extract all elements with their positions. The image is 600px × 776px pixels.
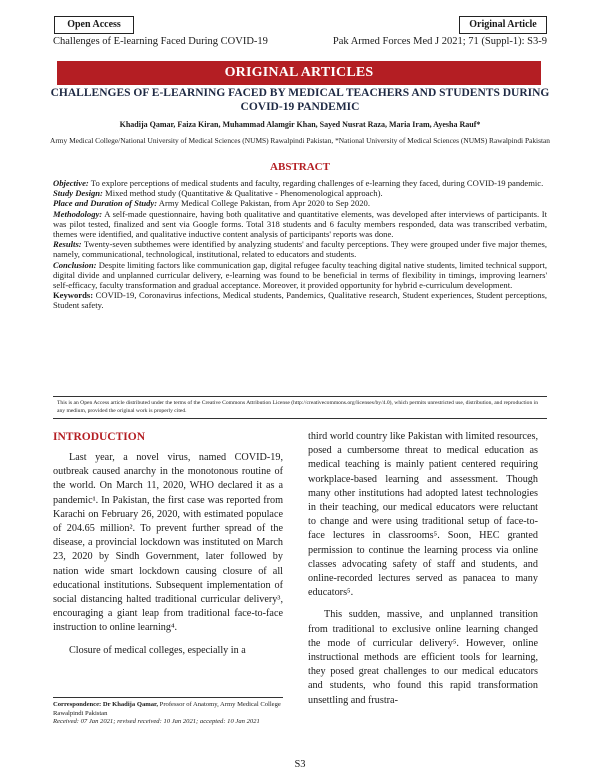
- intro-paragraph-3: third world country like Pakistan with limited resources, posed a cumbersome threat to medical education as medical teaching is mainly patient centered requiring workplace-based learning and assessment. Though many other institutions had adopted latest technologies in their teaching, our medical educators were reluctant to change and were using traditional setup of face-to-face lectures in classrooms⁵. Soon, HEC granted permission to continue the learning process via online classes advocating safety of staff and students, and online-recorded lectures served as panacea to many educators⁵.: [308, 431, 538, 599]
- correspondence-note: [53, 697, 283, 727]
- license-top-rule: [53, 396, 547, 397]
- running-title: Challenges of E-learning Faced During COVID-19: [53, 36, 268, 47]
- results-label: Results:: [53, 239, 82, 250]
- objective-label: Objective:: [53, 178, 89, 188]
- abstract-body: [53, 178, 547, 311]
- abstract-keywords: [53, 290, 547, 310]
- license-notice: This is an Open Access article distributed under the terms of the Creative Commons Attribution License (http://creativecommons.org/licenses/by/4.0), which permits unrestricted use, distribution, and reproduction in any medium, provided the original work is properly cited.: [57, 400, 539, 414]
- keywords-label: Keywords:: [53, 290, 94, 301]
- abstract-conclusion: [53, 260, 547, 291]
- article-title: CHALLENGES OF E-LEARNING FACED BY MEDICAL TEACHERS AND STUDENTS DURING COVID-19 PANDEMIC: [50, 87, 550, 113]
- original-article-badge: Original Article: [459, 16, 547, 34]
- method-text: A self-made questionnaire, having both qualitative and quantitative elements, was developed after interviews of participants. It was pilot tested, finalized and sent via Google forms. Total 318 students and 6 faculty members responded, data was transcribed verbatim, themes were identified, and qualitative inductive content analysis of participants' reports was done.: [53, 208, 547, 240]
- keywords-text: COVID-19, Coronavirus infections, Medical students, Pandemics, Qualitative research, Student experiences, Student perceptions, Student safety.: [53, 290, 547, 311]
- abstract-method: [53, 209, 547, 240]
- page-number: S3: [294, 759, 306, 770]
- article-dates: Received: 07 Jan 2021; revised received: 10 Jan 2021; accepted: 10 Jan 2021: [53, 718, 260, 726]
- section-banner: ORIGINAL ARTICLES: [57, 61, 541, 85]
- abstract-results: [53, 239, 547, 259]
- method-label: Methodology:: [53, 208, 103, 219]
- affiliation: Army Medical College/National University of Medical Sciences (NUMS) Rawalpindi Pakistan, *National University of Medical Sciences (NUMS) Rawalpindi Pakistan: [50, 136, 550, 145]
- left-column: [53, 430, 283, 658]
- correspondence-text: Professor of Anatomy, Army Medical College Rawalpindi Pakistan: [53, 701, 281, 717]
- place-text: Army Medical College Pakistan, from Apr 2020 to Sep 2020.: [157, 198, 371, 209]
- intro-paragraph-1: Last year, a novel virus, named COVID-19, outbreak caused anarchy in the monotonous routine of the world. On March 11, 2020, WHO declared it as a pandemic¹. In Pakistan, the first case was reported from Karachi on February 26, 2020, with estimated populace of 204.65 million². To prevent further spread of the disease, a provincial lockdown was instituted on March 23, 2020 by Sindh Government, later followed by nation wide smart lockdown causing closure of all educational institutions. Subsequent implementation of social distancing halted traditional curricular delivery³, encouraging a giant leap from traditional face-to-face instruction to online learning⁴.: [53, 452, 283, 634]
- place-label: Place and Duration of Study:: [53, 198, 158, 209]
- abstract-objective: [53, 178, 547, 188]
- conclusion-label: Conclusion:: [53, 259, 97, 270]
- journal-reference: Pak Armed Forces Med J 2021; 71 (Suppl-1): S3-9: [332, 36, 547, 47]
- intro-paragraph-2: Closure of medical colleges, especially in a: [69, 644, 246, 656]
- license-bottom-rule: [53, 418, 547, 419]
- results-text: Twenty-seven subthemes were identified by analyzing students' and faculty perceptions. They were grouped under five major themes, namely, communicational, technological, institutional, related to educators and students.: [53, 239, 547, 260]
- intro-paragraph-4: This sudden, massive, and unplanned transition from traditional to exclusive online learning changed the mode of curricular delivery⁵. However, online instructional methods are efficient tools for learning, they posed great challenges to our medical educators and students, who found this rapid transformation unsettling and frustra-: [308, 609, 538, 706]
- author-list: Khadija Qamar, Faiza Kiran, Muhammad Alamgir Khan, Sayed Nusrat Raza, Maria Iram, Ayesha Rauf*: [119, 120, 481, 129]
- abstract-place: [53, 198, 547, 208]
- design-label: Study Design:: [53, 188, 103, 199]
- abstract-design: [53, 188, 547, 198]
- conclusion-text: Despite limiting factors like communication gap, digital refugee faculty teaching digital native students, limited technical support, digital divide and unplanned curricular delivery, e-learning was found to be beneficial in terms of flexibility in timings, improving learners' self-efficacy, faculty transformation and gradual acceptance. Moreover, it provided opportunity for hybrid e-curriculum development.: [53, 259, 547, 291]
- abstract-heading: ABSTRACT: [270, 161, 330, 173]
- introduction-heading: INTRODUCTION: [53, 431, 146, 443]
- objective-text: To explore perceptions of medical students and faculty, regarding challenges of e-learning they faced, during COVID-19 pandemic.: [88, 178, 544, 188]
- design-text: Mixed method study (Quantitative & Qualitative - Phenomenological approach).: [102, 188, 383, 199]
- open-access-badge: Open Access: [54, 16, 134, 34]
- right-column: [308, 430, 538, 708]
- correspondence-label: Correspondence: Dr Khadija Qamar,: [53, 701, 159, 708]
